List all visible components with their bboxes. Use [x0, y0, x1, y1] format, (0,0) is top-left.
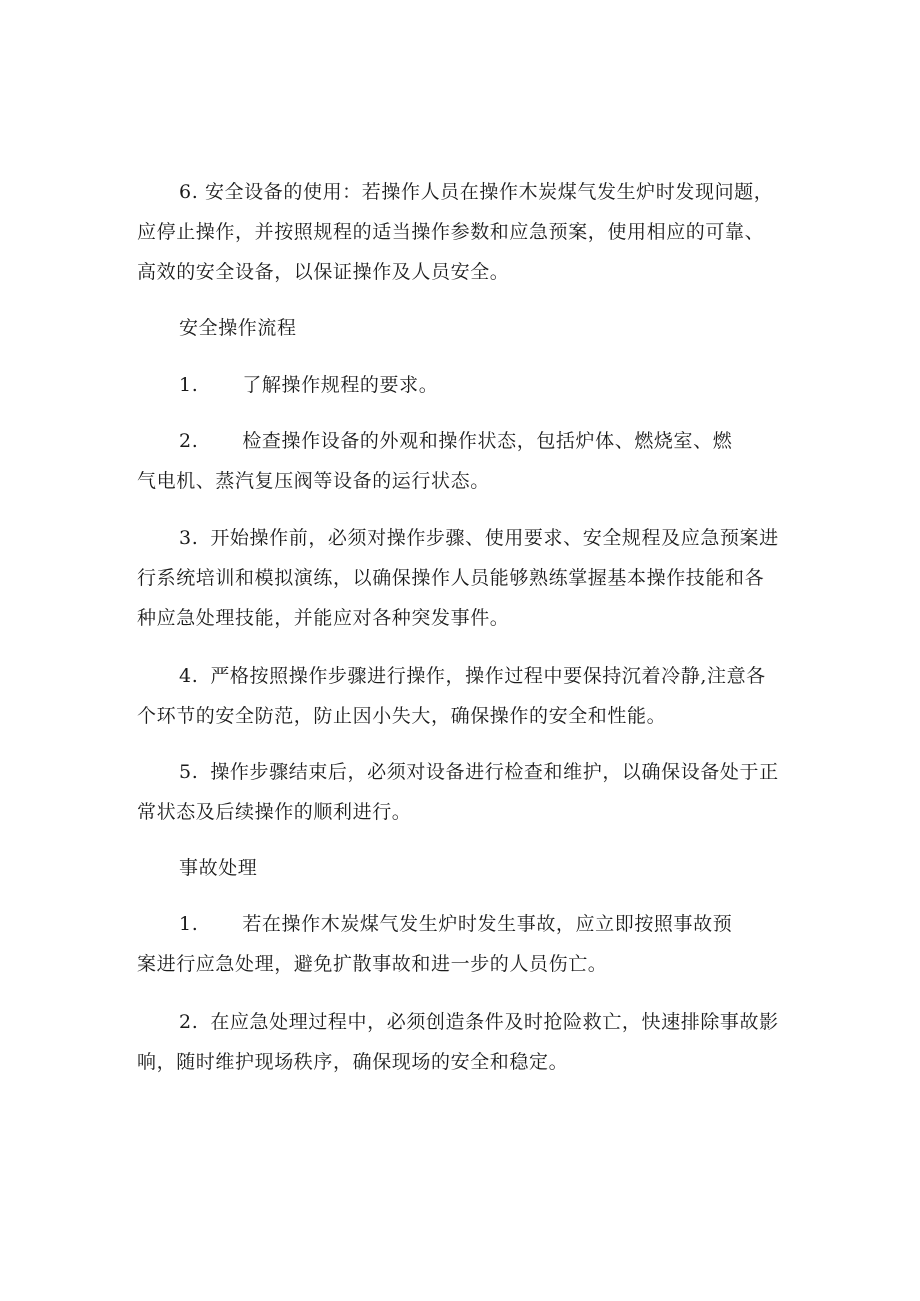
- list-text: 操作步骤结束后，必须对设备进行检查和维护，以确保设备处于正: [210, 761, 779, 783]
- list-item: [179, 429, 732, 453]
- section-heading: 事故处理: [179, 857, 258, 879]
- paragraph-line: 高效的安全设备，以保证操作及人员安全。: [137, 261, 510, 283]
- list-item: [179, 526, 779, 550]
- list-number: 3.: [179, 527, 199, 549]
- list-number: 2.: [179, 430, 199, 452]
- paragraph-line: 种应急处理技能，并能应对各种突发事件。: [137, 607, 510, 629]
- list-number: 5.: [179, 761, 199, 783]
- paragraph-line: 6. 安全设备的使用：若操作人员在操作木炭煤气发生炉时发现问题，: [179, 181, 774, 203]
- list-text: 严格按照操作步骤进行操作，操作过程中要保持沉着冷静,注意各: [210, 665, 766, 687]
- list-number: 4.: [179, 665, 199, 687]
- list-text: 开始操作前，必须对操作步骤、使用要求、安全规程及应急预案进: [210, 527, 779, 549]
- paragraph-line: 响，随时维护现场秩序，确保现场的安全和稳定。: [137, 1051, 569, 1073]
- paragraph-line: 常状态及后续操作的顺利进行。: [137, 801, 412, 823]
- list-item: [179, 760, 779, 784]
- paragraph-line: 案进行应急处理，避免扩散事故和进一步的人员伤亡。: [137, 953, 608, 975]
- list-number: 1.: [179, 913, 199, 935]
- section-heading: 安全操作流程: [179, 317, 297, 339]
- list-item: [179, 1010, 779, 1034]
- list-text: 检查操作设备的外观和操作状态，包括炉体、燃烧室、燃: [242, 430, 733, 452]
- list-number: 1.: [179, 374, 199, 396]
- list-number: 2.: [179, 1011, 199, 1033]
- list-text: 若在操作木炭煤气发生炉时发生事故，应立即按照事故预: [242, 913, 733, 935]
- list-text: 在应急处理过程中，必须创造条件及时抢险救亡，快速排除事故影: [210, 1011, 779, 1033]
- list-item: [179, 664, 766, 688]
- paragraph-line: 气电机、蒸汽复压阀等设备的运行状态。: [137, 470, 490, 492]
- paragraph-line: 行系统培训和模拟演练，以确保操作人员能够熟练掌握基本操作技能和各: [137, 567, 765, 589]
- list-text: 了解操作规程的要求。: [242, 374, 439, 396]
- list-item: [179, 373, 438, 397]
- list-item: [179, 912, 732, 936]
- paragraph-line: 个环节的安全防范，防止因小失大，确保操作的安全和性能。: [137, 705, 667, 727]
- paragraph-line: 应停止操作，并按照规程的适当操作参数和应急预案，使用相应的可靠、: [137, 221, 765, 243]
